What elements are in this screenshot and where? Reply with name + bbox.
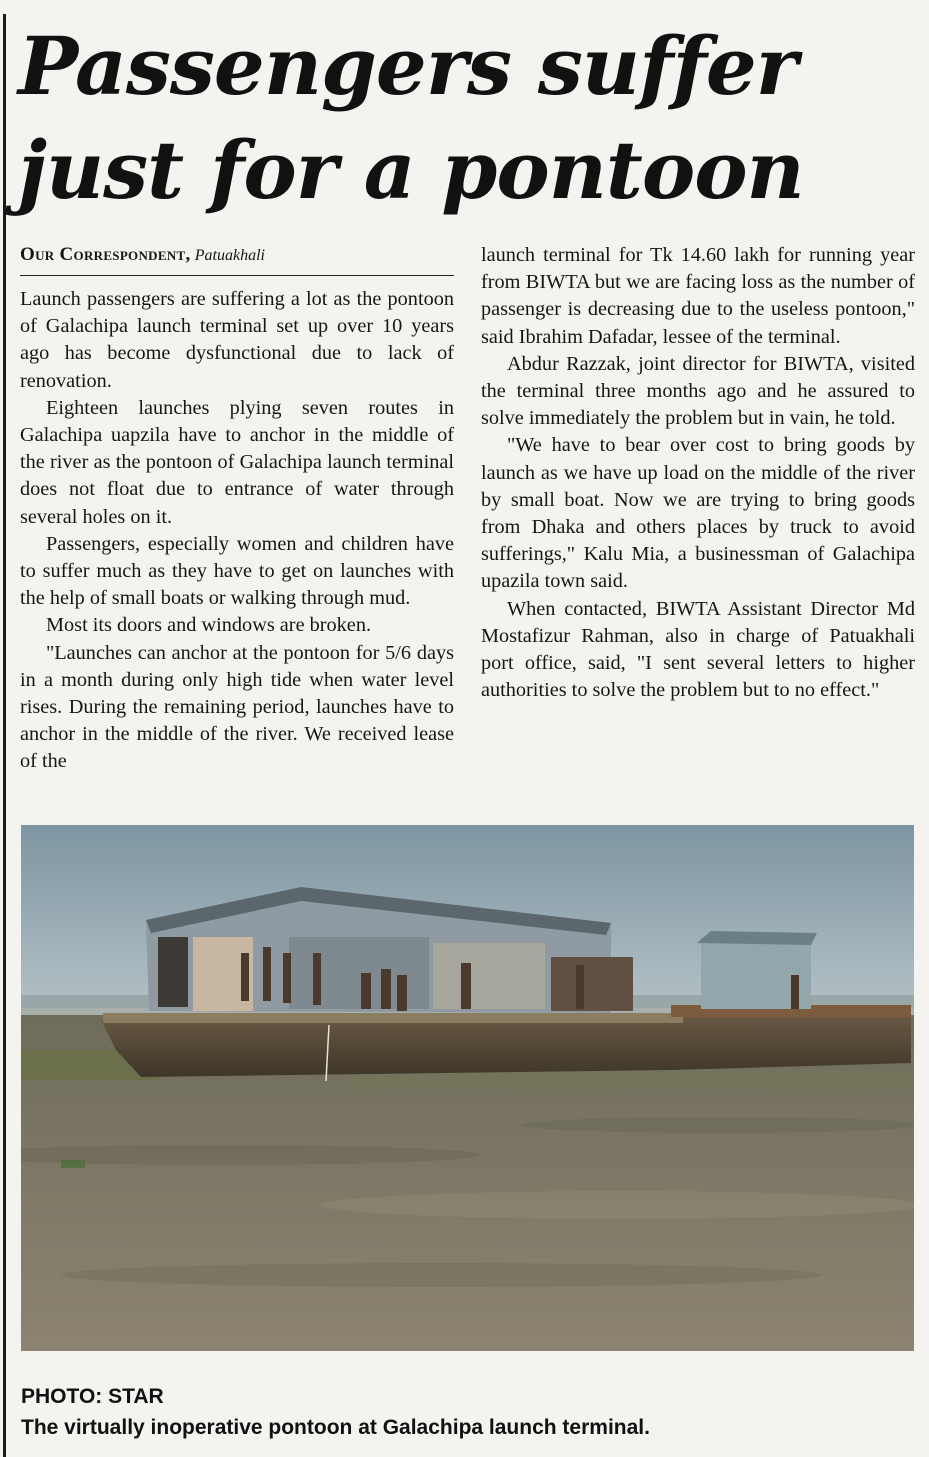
paragraph: launch terminal for Tk 14.60 lakh for running year from BIWTA but we are facing loss as the number of passenger is decreasing due to the useless pontoon," said Ibrahim Dafadar, lessee of the terminal. <box>481 244 915 348</box>
paragraph: "Launches can anchor at the pontoon for 5/6 days in a month during only high tide when water level rises. During the remaining period, launches have to anchor in the middle of the river. We received lease of the <box>20 641 454 773</box>
paragraph: Most its doors and windows are broken. <box>46 614 372 637</box>
photo-credit: PHOTO: STAR <box>21 1385 164 1408</box>
byline-place: Patuakhali <box>194 247 265 264</box>
headline: Passengers suffer just for a pontoon <box>18 19 804 217</box>
paragraph: Passengers, especially women and children have to suffer much as they have to get on launches with the help of small boats or walking through mud. <box>20 532 454 610</box>
news-photo <box>21 825 914 1351</box>
photo-caption: The virtually inoperative pontoon at Galachipa launch terminal. <box>21 1416 650 1439</box>
byline-name: Our Correspondent, <box>20 244 191 265</box>
paragraph: Abdur Razzak, joint director for BIWTA, visited the terminal three months ago and he assured to solve immediately the problem but in vain, he told. <box>481 352 915 430</box>
paragraph: Eighteen launches plying seven routes in Galachipa uapzila have to anchor in the middle of the river as the pontoon of Galachipa launch terminal does not float due to entrance of water through several holes on it. <box>20 396 454 528</box>
byline <box>20 242 454 276</box>
article-column-left <box>20 242 454 776</box>
article-column-right <box>481 242 915 704</box>
page-left-border <box>3 14 6 1457</box>
paragraph: When contacted, BIWTA Assistant Director Md Mostafizur Rahman, also in charge of Patuakhali port office, said, "I sent several letters to higher authorities to solve the problem but to no effect." <box>481 597 915 702</box>
paragraph: "We have to bear over cost to bring goods by launch as we have up load on the middle of the river by small boat. Now we are trying to bring goods from Dhaka and others places by truck to avoid sufferings," Kalu Mia, a businessman of Galachipa upazila town said. <box>481 434 915 593</box>
paragraph: Launch passengers are suffering a lot as the pontoon of Galachipa launch terminal set up over 10 years ago has become dysfunctional due to lack of renovation. <box>20 288 454 392</box>
